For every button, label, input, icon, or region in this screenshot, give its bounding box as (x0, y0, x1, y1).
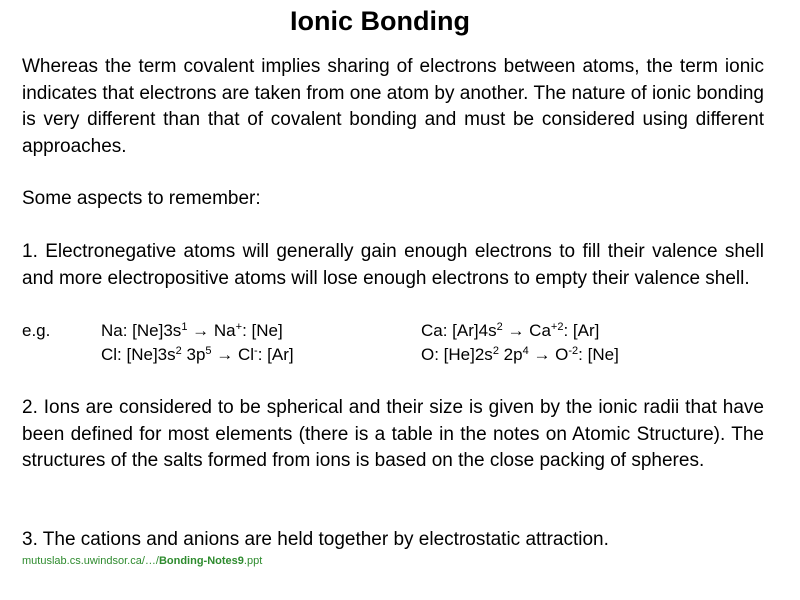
example-na: Na: $[Ne]3s^1 \to Na^+$: [Ne] (101, 321, 283, 340)
intro-paragraph (22, 54, 764, 160)
aspects-heading: Some aspects to remember: (22, 188, 261, 209)
page-title: Ionic Bonding (290, 6, 470, 36)
source-link[interactable]: mutuslab.cs.uwindsor.ca/…/Bonding-Notes9.ppt (22, 555, 263, 567)
example-o: O: $[He]2s^2$ $2p^4 \to O^{-2}$: [Ne] (421, 345, 619, 364)
example-ca: Ca: $[Ar]4s^2 \to Ca^{+2}$: [Ar] (421, 321, 600, 340)
point-2-text: 2. Ions are considered to be spherical and their size is given by the ionic radii that have been defined for most elements (there is a table in the notes on Atomic Structure). The structures of the salts formed from ions is based on the close packing of spheres. (22, 397, 764, 471)
example-cl: Cl: $[Ne]3s^2$ $3p^5 \to Cl^-$: [Ar] (101, 345, 294, 364)
arrow-icon: → (507, 321, 525, 340)
arrow-icon: → (216, 345, 234, 364)
point-1-text: 1. Electronegative atoms will generally gain enough electrons to fill their valence shell and more electropositive atoms will lose enough electrons to empty their valence shell. (22, 241, 764, 289)
eg-label: e.g. (22, 321, 51, 340)
point-1 (22, 239, 764, 292)
arrow-icon: → (533, 345, 551, 364)
point-2 (22, 395, 764, 475)
point-3: 3. The cations and anions are held together by electrostatic attraction. (22, 529, 609, 550)
arrow-icon: → (192, 321, 210, 340)
intro-text: Whereas the term covalent implies sharing of electrons between atoms, the term ionic indicates that electrons are taken from one atom by another. The nature of ionic bonding is very different than that of covalent bonding and must be considered using different approaches. (22, 56, 764, 157)
